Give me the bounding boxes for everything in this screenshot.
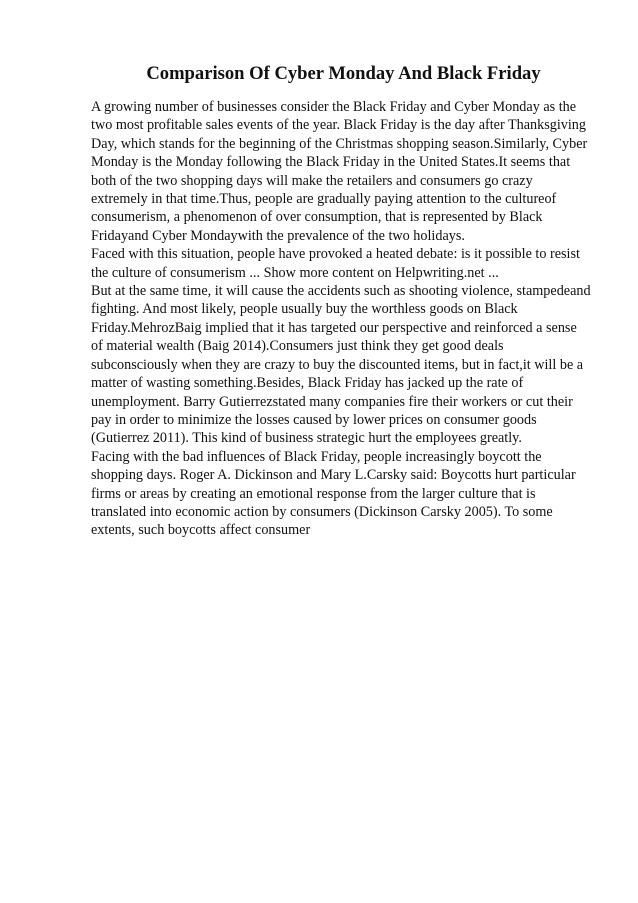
document-body: [91, 98, 591, 540]
paragraph-boycotts: Facing with the bad influences of Black Friday, people increasingly boycott the shopping days. Roger A. Dickinson and Mary L.Carsky said: Boycotts hurt particular firms or areas by creating an emotional response from the larger culture that is translated into economic action by consumers (Dickinson Carsky 2005). To some extents, such boycotts affect consumer: [91, 448, 576, 539]
paragraph-intro: A growing number of businesses consider the Black Friday and Cyber Monday as the two most profitable sales events of the year. Black Friday is the day after Thanksgiving Day, which stands for the beginning of the Christmas shopping season.Similarly, Cyber Monday is the Monday following the Black Friday in the United States.It seems that both of the two shopping days will make the retailers and consumers go crazy extremely in that time.Thus, people are gradually paying attention to the cultureof consumerism, a phenomenon of over consumption, that is represented by Black Fridayand Cyber Mondaywith the prevalence of the two holidays.: [91, 99, 588, 244]
paragraph-negative-effects: But at the same time, it will cause the accidents such as shooting violence, stampedeand fighting. And most likely, people usually buy the worthless goods on Black Friday.MehrozBaig implied that it has targeted our perspective and reinforced a sense of material wealth (Baig 2014).Consumers just think they get good deals subconsciously when they are crazy to buy the discounted items, but in fact,it will be a matter of wasting something.Besides, Black Friday has jacked up the rate of unemployment. Barry Gutierrezstated many companies fire their workers or cut their pay in order to minimize the losses caused by lower prices on consumer goods (Gutierrez 2011). This kind of business strategic hurt the employees greatly.: [91, 283, 591, 447]
paragraph-debate: Faced with this situation, people have provoked a heated debate: is it possible to resist the culture of consumerism ... Show more content on Helpwriting.net ...: [91, 246, 580, 281]
document-title: Comparison Of Cyber Monday And Black Friday: [146, 63, 541, 84]
